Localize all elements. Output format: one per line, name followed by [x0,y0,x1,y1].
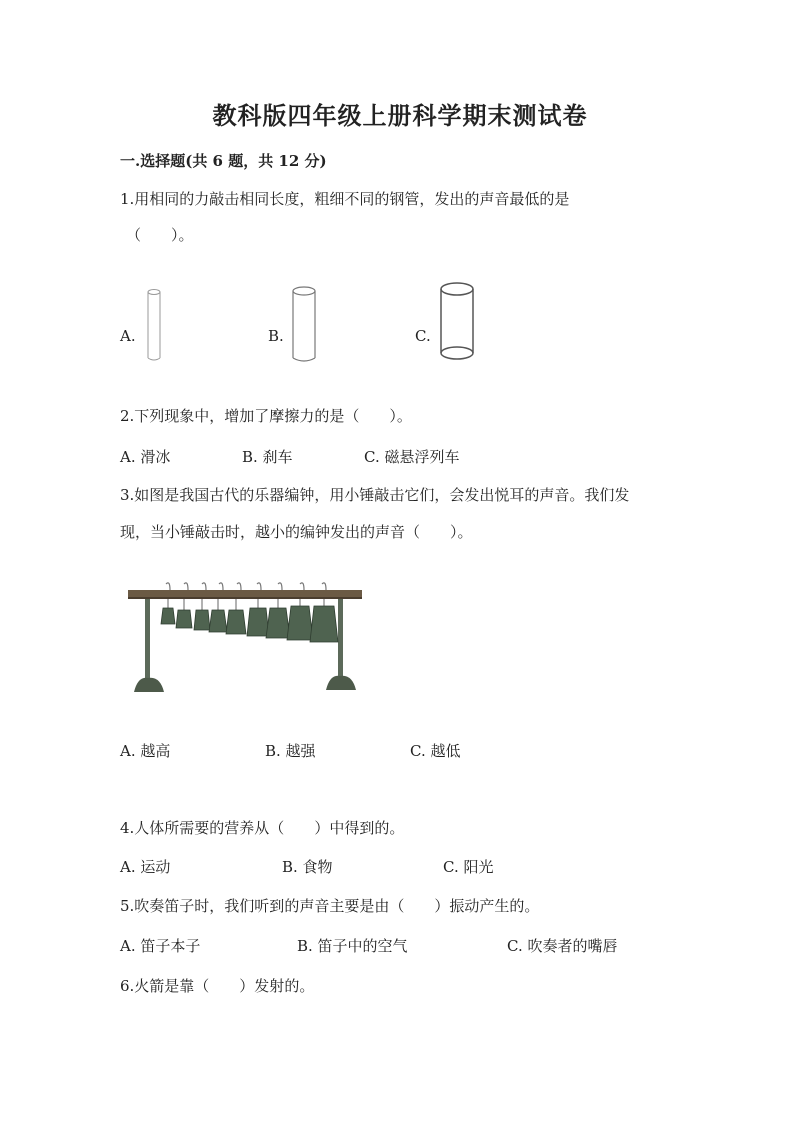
question-4-text: 4.人体所需要的营养从（ ）中得到的。 [120,819,405,837]
question-4-option-a: A. 运动 [120,858,171,876]
question-5-text: 5.吹奏笛子时，我们听到的声音主要是由（ ）振动产生的。 [120,897,540,915]
question-3-option-b: B. 越强 [265,742,316,760]
thick-tube-figure [434,280,484,366]
thin-tube-figure [140,286,170,366]
question-4-option-c: C. 阳光 [443,858,494,876]
question-3-text: 3.如图是我国古代的乐器编钟，用小锤敲击它们，会发出悦耳的声音。我们发 [120,486,630,504]
medium-tube-figure [286,284,326,368]
question-6-text: 6.火箭是靠（ ）发射的。 [120,977,315,995]
question-1-option-c: C. [415,327,431,345]
question-1-option-a: A. [120,327,136,345]
question-5-option-a: A. 笛子本子 [120,937,201,955]
question-5-option-c: C. 吹奏者的嘴唇 [507,937,618,955]
question-2-option-a: A. 滑冰 [120,448,171,466]
question-2-option-c: C. 磁悬浮列车 [364,448,460,466]
question-1-option-b: B. [268,327,284,345]
section-heading: 一.选择题(共 6 题，共 12 分) [120,152,327,170]
question-4-option-b: B. 食物 [282,858,333,876]
question-2-text: 2.下列现象中，增加了摩擦力的是（ ）。 [120,407,412,425]
question-3-option-c: C. 越低 [410,742,461,760]
question-5-option-b: B. 笛子中的空气 [297,937,408,955]
page-title: 教科版四年级上册科学期末测试卷 [212,101,588,130]
question-1-blank: （ ）。 [126,226,194,244]
question-2-option-b: B. 刹车 [242,448,293,466]
question-1-text: 1.用相同的力敲击相同长度，粗细不同的钢管，发出的声音最低的是 [120,190,570,208]
question-3-text-line2: 现，当小锤敲击时，越小的编钟发出的声音（ ）。 [120,523,473,541]
question-3-option-a: A. 越高 [120,742,171,760]
chime-bells-figure [126,580,366,696]
